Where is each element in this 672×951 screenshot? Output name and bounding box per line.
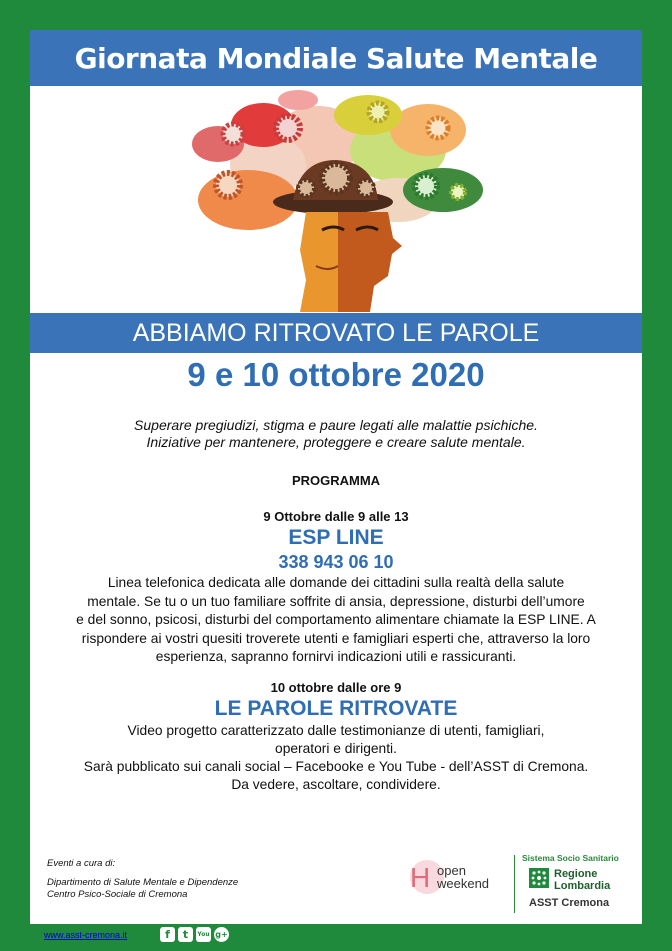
open-weekend-h: H <box>410 862 431 893</box>
organizer-label: Eventi a cura di: <box>47 858 116 869</box>
event2-schedule: 10 ottobre dalle ore 9 <box>270 680 402 695</box>
subtitle-banner: ABBIAMO RITROVATO LE PAROLE <box>30 313 642 353</box>
event2-name: LE PAROLE RITROVATE <box>214 697 458 720</box>
social-icons <box>160 927 229 942</box>
description-line: esperienza, sapranno fornirvi indicazioni utili e rassicuranti. <box>155 649 517 664</box>
poster-title: Giornata Mondiale Salute Mentale <box>30 30 642 86</box>
regione-name <box>554 868 610 892</box>
organizer-line: Dipartimento di Salute Mentale e Dipendenze <box>47 876 239 888</box>
regione-line: Regione <box>554 868 598 880</box>
intro-line: Iniziative per mantenere, proteggere e creare salute mentale. <box>146 434 526 450</box>
website-link[interactable]: www.asst-cremona.it <box>44 930 128 940</box>
youtube-icon[interactable]: You <box>196 927 211 942</box>
description-line: Da vedere, ascoltare, condividere. <box>231 777 441 792</box>
description-line: Linea telefonica dedicata alle domande dei cittadini sulla realtà della salute <box>107 575 565 590</box>
description-line: mentale. Se tu o un tuo familiare soffrite di ansia, depressione, disturbi dell’umore <box>87 593 585 609</box>
description-line: Sarà pubblicato sui canali social – Facebooke e You Tube - dell’ASST di Cremona. <box>83 759 589 774</box>
event1-schedule: 9 Ottobre dalle 9 alle 13 <box>263 509 409 524</box>
event-date: 9 e 10 ottobre 2020 <box>187 356 485 393</box>
rosa-camuna-icon <box>529 868 549 888</box>
facebook-icon[interactable]: f <box>160 927 175 942</box>
asst-label: ASST Cremona <box>529 897 610 909</box>
open-weekend-text <box>437 864 489 890</box>
regione-lombardia-logo <box>522 853 637 909</box>
event1-phone: 338 943 06 10 <box>278 552 394 572</box>
intro-line: Superare pregiudizi, stigma e paure legati alle malattie psichiche. <box>134 417 538 433</box>
open-weekend-line: open <box>437 863 466 878</box>
event1-name: ESP LINE <box>288 526 384 549</box>
googleplus-icon[interactable]: g+ <box>214 927 229 942</box>
description-line: operatori e dirigenti. <box>275 741 397 756</box>
description-line: rispondere ai vostri quesiti troverete utenti e famigliari esperti che, attraverso la loro <box>81 630 591 646</box>
description-line: e del sonno, psicosi, disturbi del comportamento alimentare chiamate la ESP LINE. A <box>76 612 596 627</box>
twitter-icon[interactable]: t <box>178 927 193 942</box>
open-weekend-logo <box>410 860 510 900</box>
event1-description <box>44 574 628 667</box>
organizer-block <box>47 858 307 902</box>
programma-heading: PROGRAMMA <box>291 473 381 488</box>
intro-text <box>60 417 612 451</box>
sistema-label: Sistema Socio Sanitario <box>522 853 619 863</box>
logo-divider <box>514 855 515 913</box>
description-line: Video progetto caratterizzato dalle testimonianze di utenti, famigliari, <box>127 723 545 738</box>
event2-description <box>44 722 628 794</box>
open-weekend-line: weekend <box>437 876 490 891</box>
regione-line: Lombardia <box>554 880 611 892</box>
organizer-line: Centro Psico-Sociale di Cremona <box>47 889 188 900</box>
hero-illustration <box>188 90 488 312</box>
